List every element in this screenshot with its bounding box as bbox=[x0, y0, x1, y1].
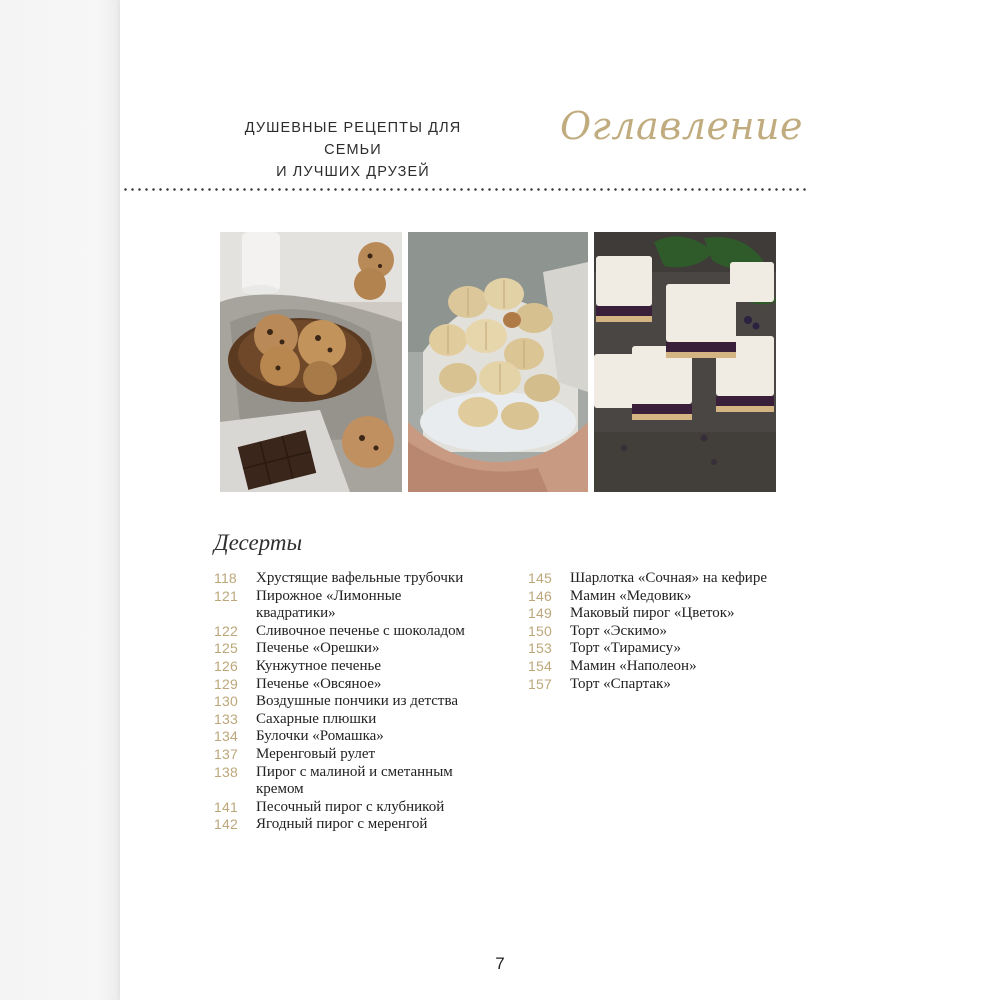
toc-page-number: 129 bbox=[214, 675, 238, 692]
toc-page-number: 137 bbox=[214, 745, 238, 762]
toc-entry[interactable] bbox=[214, 658, 514, 676]
toc-title: Ягодный пирог с меренгой bbox=[256, 816, 428, 833]
toc-page-number: 130 bbox=[214, 693, 238, 710]
toc-page-number: 125 bbox=[214, 640, 238, 657]
toc-page-number: 157 bbox=[528, 675, 552, 692]
toc-entry[interactable] bbox=[214, 711, 514, 729]
toc-entry[interactable] bbox=[214, 728, 514, 746]
toc-page-number: 150 bbox=[528, 622, 552, 639]
toc-entry[interactable] bbox=[214, 588, 514, 623]
toc-entry[interactable] bbox=[528, 676, 808, 694]
toc-entry[interactable] bbox=[214, 693, 514, 711]
toc-entry[interactable] bbox=[528, 623, 808, 641]
toc-title: Пирожное «Лимонные квадратики» bbox=[256, 587, 402, 622]
toc-page-number: 146 bbox=[528, 587, 552, 604]
toc-title: Печенье «Овсяное» bbox=[256, 675, 382, 692]
berry-meringue-pie-photo bbox=[594, 232, 776, 492]
toc-page-number: 141 bbox=[214, 798, 238, 815]
subtitle-line-2: И ЛУЧШИХ ДРУЗЕЙ bbox=[276, 164, 430, 180]
toc-title: Песочный пирог с клубникой bbox=[256, 798, 445, 815]
toc-title: Воздушные пончики из детства bbox=[256, 693, 459, 710]
book-gutter bbox=[0, 0, 120, 1000]
toc-list-right bbox=[528, 570, 808, 693]
toc-page-number: 134 bbox=[214, 728, 238, 745]
berry-pie-illustration bbox=[594, 232, 776, 492]
toc-entry[interactable] bbox=[214, 676, 514, 694]
toc-page-number: 153 bbox=[528, 640, 552, 657]
oreshki-photo bbox=[408, 232, 588, 492]
toc-entry[interactable] bbox=[214, 570, 514, 588]
toc-entry[interactable] bbox=[528, 605, 808, 623]
toc-title: Печенье «Орешки» bbox=[256, 640, 380, 657]
toc-entry[interactable] bbox=[214, 799, 514, 817]
page-number: 7 bbox=[495, 954, 505, 973]
toc-title: Пирог с малиной и сметанным кремом bbox=[256, 763, 453, 798]
toc-entry[interactable] bbox=[214, 746, 514, 764]
toc-title: Хрустящие вафельные трубочки bbox=[256, 570, 464, 586]
toc-entry[interactable] bbox=[214, 640, 514, 658]
book-subtitle bbox=[222, 117, 484, 183]
toc-page-number: 121 bbox=[214, 587, 238, 604]
toc-entry[interactable] bbox=[214, 623, 514, 641]
toc-page-number: 122 bbox=[214, 622, 238, 639]
toc-title: Торт «Тирамису» bbox=[570, 640, 681, 657]
toc-title: Сахарные плюшки bbox=[256, 710, 377, 727]
toc-entry[interactable] bbox=[528, 570, 808, 588]
toc-title: Булочки «Ромашка» bbox=[256, 728, 384, 745]
toc-title: Кунжутное печенье bbox=[256, 657, 381, 674]
toc-title: Торт «Спартак» bbox=[570, 675, 671, 692]
toc-title: Маковый пирог «Цветок» bbox=[570, 605, 735, 622]
toc-page-number: 138 bbox=[214, 763, 238, 780]
toc-entry[interactable] bbox=[528, 640, 808, 658]
toc-page-number: 149 bbox=[528, 605, 552, 622]
toc-page-number: 133 bbox=[214, 710, 238, 727]
cookies-photo bbox=[220, 232, 402, 492]
toc-entry[interactable] bbox=[528, 588, 808, 606]
toc-page-number: 154 bbox=[528, 657, 552, 674]
dotted-divider bbox=[122, 188, 806, 191]
toc-page-number: 145 bbox=[528, 570, 552, 586]
toc-page-number: 118 bbox=[214, 570, 237, 586]
toc-entry[interactable] bbox=[528, 658, 808, 676]
section-title-desserts: Десерты bbox=[214, 530, 303, 555]
toc-title: Шарлотка «Сочная» на кефире bbox=[570, 570, 767, 586]
toc-title: Меренговый рулет bbox=[256, 745, 376, 762]
subtitle-line-1: ДУШЕВНЫЕ РЕЦЕПТЫ ДЛЯ СЕМЬИ bbox=[244, 120, 462, 158]
toc-entry[interactable] bbox=[214, 816, 514, 834]
toc-title: Мамин «Медовик» bbox=[570, 587, 692, 604]
toc-title: Мамин «Наполеон» bbox=[570, 657, 697, 674]
page-title: Оглавление bbox=[560, 104, 804, 148]
toc-page-number: 142 bbox=[214, 816, 238, 833]
toc-title: Сливочное печенье с шоколадом bbox=[256, 622, 465, 639]
oreshki-illustration bbox=[408, 232, 588, 492]
toc-list-left bbox=[214, 570, 514, 834]
toc-page-number: 126 bbox=[214, 657, 238, 674]
toc-title: Торт «Эскимо» bbox=[570, 622, 668, 639]
toc-entry[interactable] bbox=[214, 764, 514, 799]
cookies-illustration bbox=[220, 232, 402, 492]
